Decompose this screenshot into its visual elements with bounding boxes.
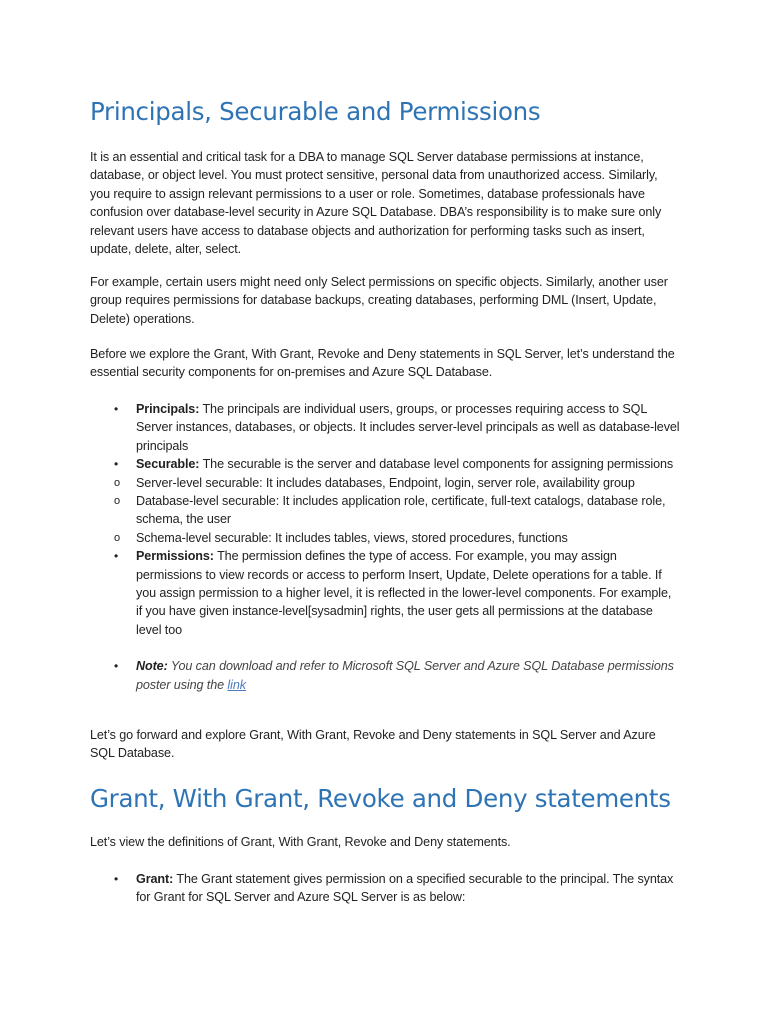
list-item-server-level-securable	[90, 474, 680, 492]
list-item-permissions	[90, 547, 680, 639]
principals-text: The principals are individual users, groups, or processes requiring access to SQL Server instances, databases, or objects. It includes server-level principals as well as database-level principals	[136, 402, 680, 453]
server-level-securable-text: Server-level securable: It includes databases, Endpoint, login, server role, availability group	[136, 475, 635, 490]
securable-term: Securable:	[136, 457, 200, 472]
before-explore-paragraph: Before we explore the Grant, With Grant, Revoke and Deny statements in SQL Server, let’s understand the essential security components for on-premises and Azure SQL Database.	[90, 347, 675, 380]
sub-bullet-marker: o	[114, 495, 121, 508]
bullet-marker: •	[114, 549, 119, 564]
list-item-principals	[90, 400, 680, 455]
note-term: Note:	[136, 659, 168, 674]
permissions-poster-link[interactable]: link	[227, 677, 246, 692]
bullet-marker: •	[114, 872, 119, 886]
bullet-marker: •	[114, 457, 119, 472]
go-forward-paragraph: Let’s go forward and explore Grant, With Grant, Revoke and Deny statements in SQL Server and Azure SQL Database.	[90, 728, 656, 761]
securable-text: The securable is the server and database level components for assigning permissions	[199, 457, 674, 472]
database-level-securable-text: Database-level securable: It includes application role, certificate, full-text catalogs, database role, schema, the user	[136, 494, 666, 527]
grant-term: Grant:	[136, 872, 174, 886]
intro-paragraph: It is an essential and critical task for a DBA to manage SQL Server database permissions at instance, database, or object level. You must protect sensitive, personal data from unauthorized access. Similarly, you require to assign relevant permissions to a user or role. Sometimes, database professionals have confusion over database-level security in Azure SQL Database. DBA’s responsibility is to make sure only relevant users have access to database objects and authorization for performing tasks such as insert, update, delete, alter, select.	[90, 150, 662, 257]
list-item-schema-level-securable	[90, 529, 680, 547]
sub-bullet-marker: o	[114, 531, 121, 544]
note-text: You can download and refer to Microsoft SQL Server and Azure SQL Database permissions poster using the	[136, 659, 674, 692]
example-paragraph: For example, certain users might need only Select permissions on specific objects. Similarly, another user group requires permissions for database backups, creating databases, performing DML (Insert, Update, Delete) operations.	[90, 275, 668, 326]
bullet-marker: •	[114, 659, 119, 674]
grant-text: The Grant statement gives permission on a specified securable to the principal. The syntax for Grant for SQL Server and Azure SQL Server is as below:	[136, 872, 674, 905]
principals-term: Principals:	[136, 402, 200, 416]
definitions-paragraph: Let’s view the definitions of Grant, With Grant, Revoke and Deny statements.	[90, 835, 511, 849]
list-item-note	[90, 657, 680, 694]
list-item-securable	[90, 455, 680, 473]
list-item-database-level-securable	[90, 492, 680, 529]
statements-list	[90, 870, 680, 907]
permissions-term: Permissions:	[136, 549, 214, 564]
section-heading-principals: Principals, Securable and Permissions	[90, 97, 541, 126]
bullet-marker: •	[114, 402, 119, 416]
schema-level-securable-text: Schema-level securable: It includes tables, views, stored procedures, functions	[136, 530, 568, 545]
section-heading-grant-statements: Grant, With Grant, Revoke and Deny statements	[90, 784, 671, 813]
security-components-list	[90, 400, 680, 694]
list-item-grant	[90, 870, 680, 907]
permissions-text: The permission defines the type of access. For example, you may assign permissions to view records or access to perform Insert, Update, Delete operations for a table. If you assign permission to a higher level, it is reflected in the lower-level components. For example, if you have given instance-level[sysadmin] rights, the user gets all permissions at the database level too	[136, 549, 672, 637]
sub-bullet-marker: o	[114, 476, 121, 489]
